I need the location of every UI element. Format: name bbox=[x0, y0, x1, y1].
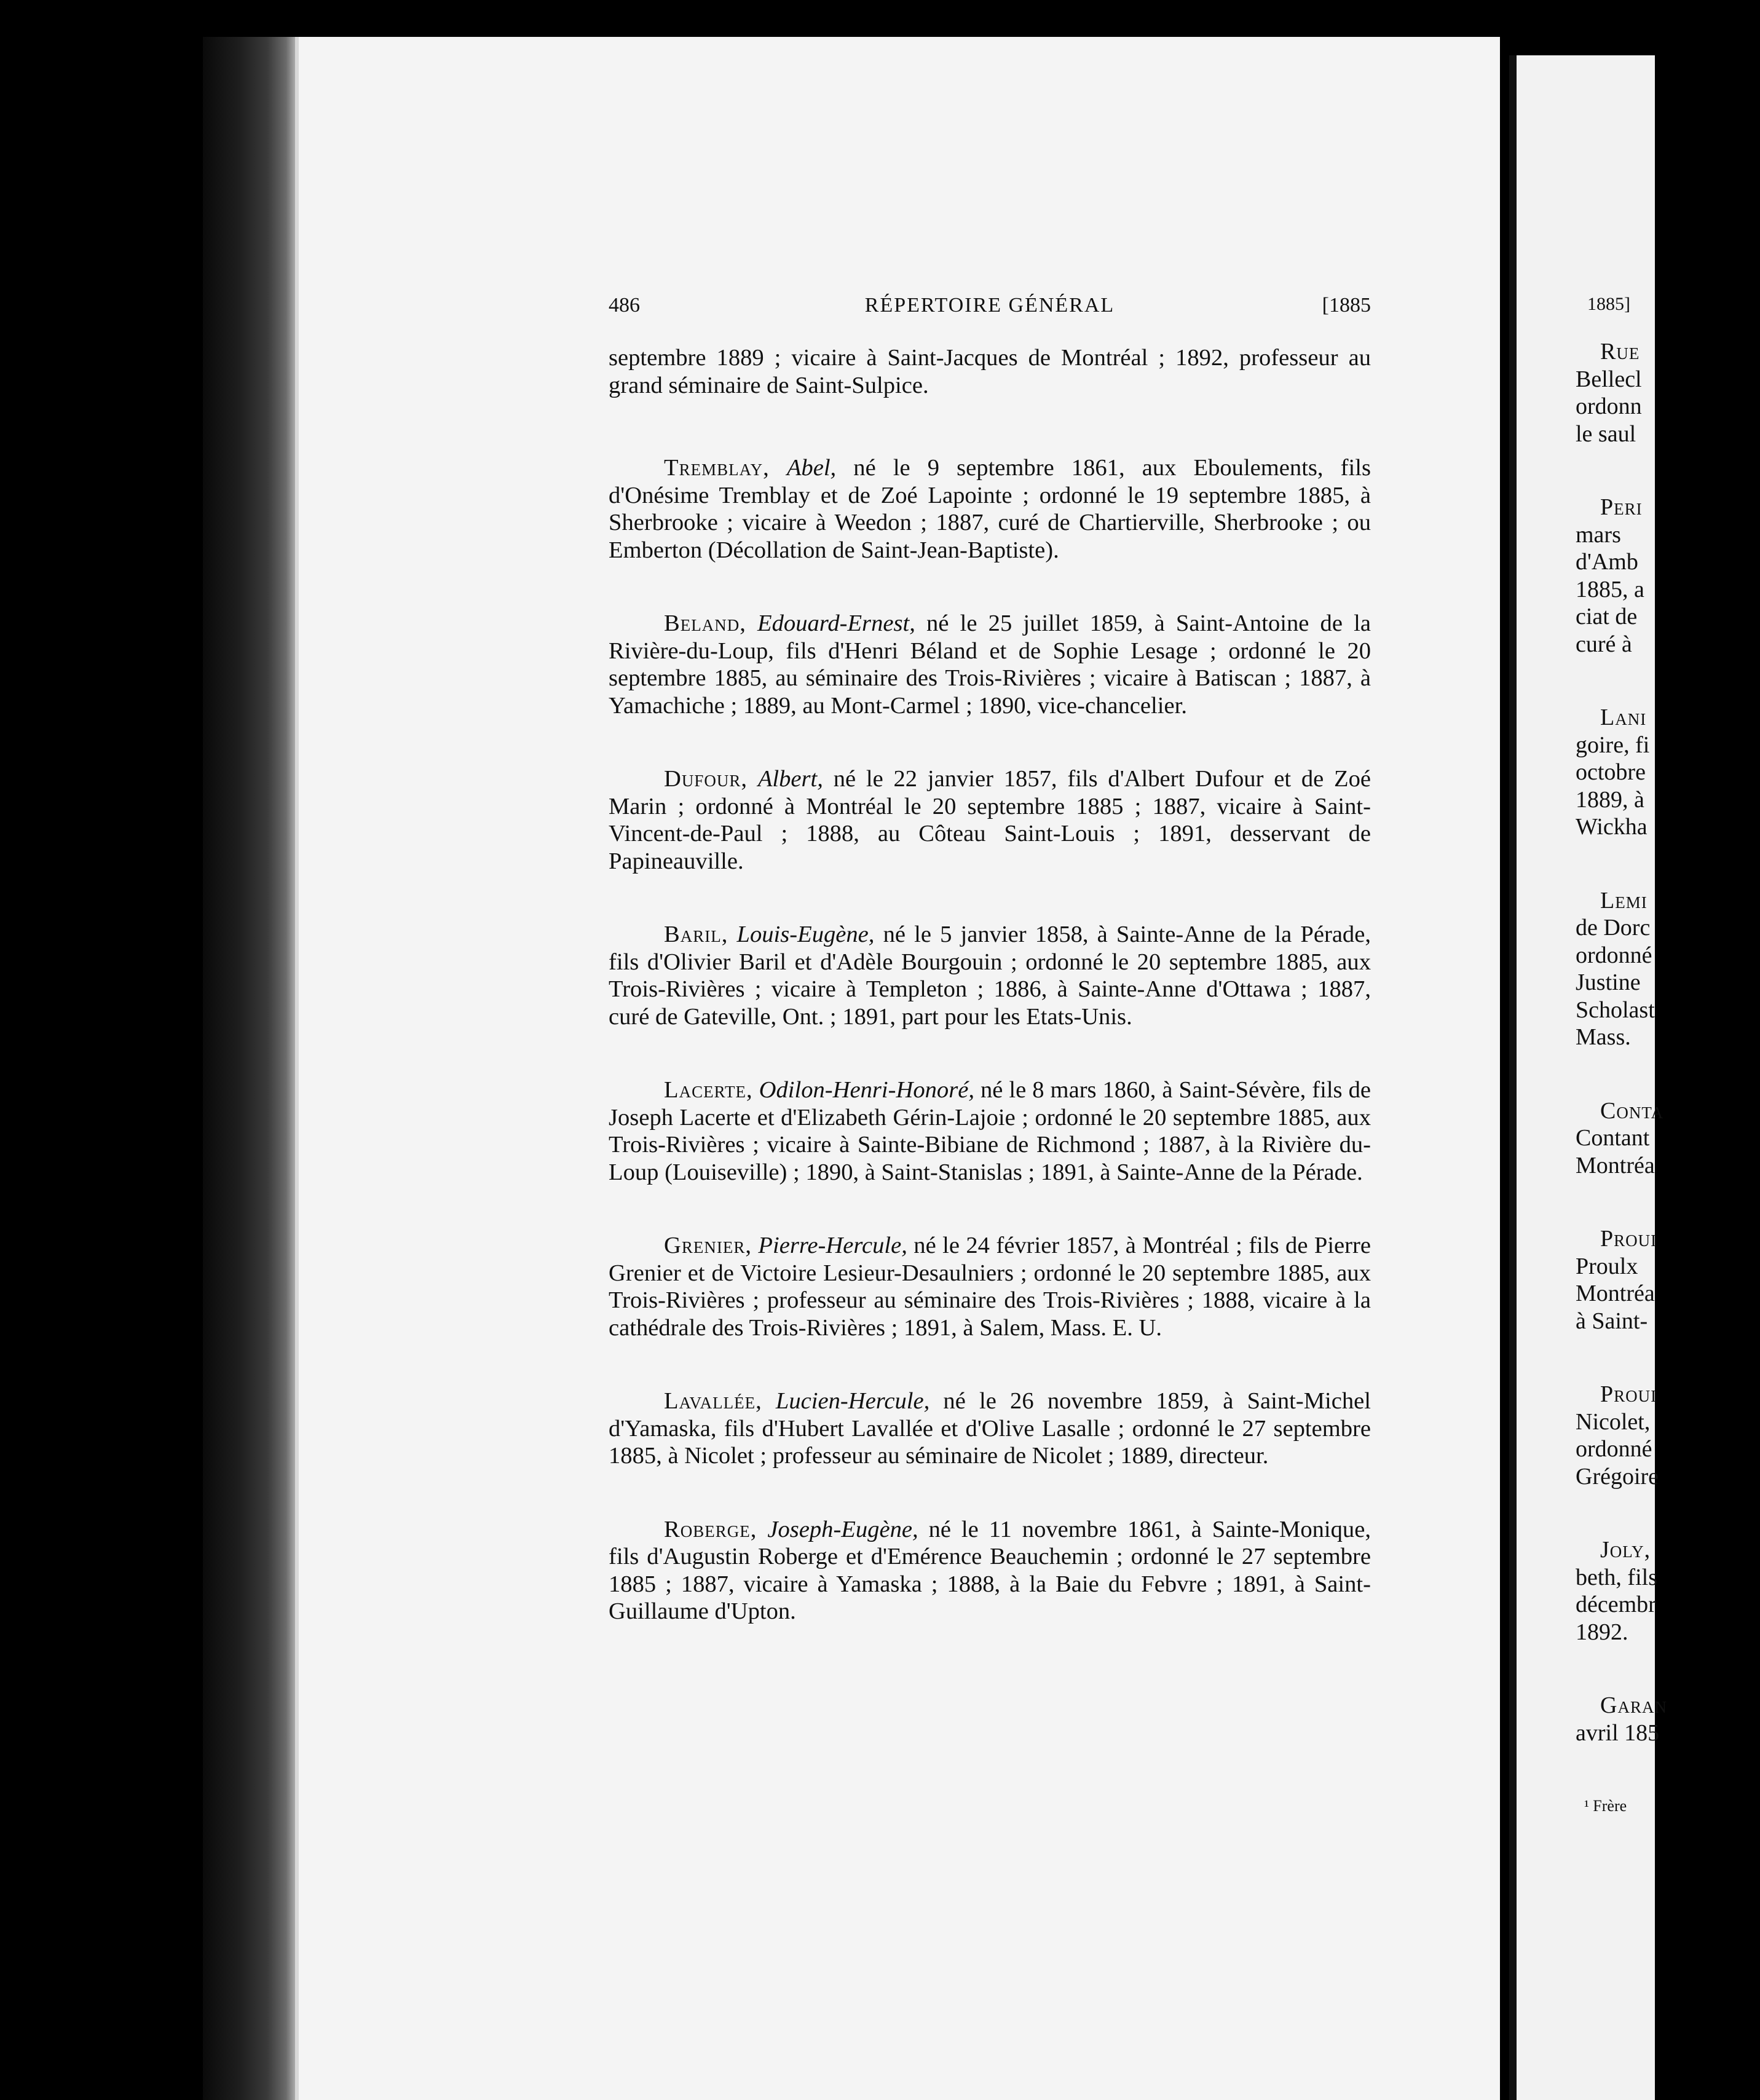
right-page-line: à Saint- bbox=[1576, 1308, 1648, 1334]
right-page-line: Proulx bbox=[1576, 1253, 1638, 1279]
right-page-line: Montréa bbox=[1576, 1152, 1655, 1178]
right-page-line: curé à bbox=[1576, 631, 1632, 657]
entry-given-names: Joseph-Eugène, bbox=[767, 1516, 918, 1542]
page-number: 486 bbox=[609, 294, 640, 317]
right-page-line: 1889, à bbox=[1576, 786, 1644, 813]
line-gap bbox=[1576, 1051, 1760, 1097]
right-page-header: 1885] bbox=[1587, 294, 1630, 314]
entry-text: né le 8 mars 1860, à Saint-Sévère, fils de Joseph Lacerte et d'Elizabeth Gérin-Lajoie ; ordonné le 20 septembre 1885, aux Trois-Rivières ; vicaire à Sainte-Bibiane de Richmond ; 1887, à la Rivière du-Loup (Louiseville) ; 1890, à Saint-Stanislas ; 1891, à Sainte-Anne de la Pérade. bbox=[609, 1077, 1371, 1185]
right-page-line: Grégoire bbox=[1576, 1463, 1659, 1490]
right-page-line: Mass. bbox=[1576, 1024, 1631, 1050]
entry-text: né le 26 novembre 1859, à Saint-Michel d'Yamaska, fils d'Hubert Lavallée et d'Olive Lasalle ; ordonné le 27 septembre 1885, à Nicolet ; professeur au séminaire de Nicolet ; 1889, directeur. bbox=[609, 1388, 1371, 1469]
right-page-line: 1892. bbox=[1576, 1619, 1628, 1645]
right-page-line: de Dorc bbox=[1576, 915, 1651, 941]
right-page-line: 1885, a bbox=[1576, 576, 1644, 602]
right-page-line: ordonné bbox=[1576, 1436, 1652, 1462]
entry-surname: Dufour, bbox=[664, 766, 748, 792]
entry-given-names: Albert, bbox=[757, 766, 823, 792]
right-page-line: Proui bbox=[1600, 1226, 1657, 1252]
book-spine bbox=[203, 37, 295, 2100]
entry-text: né le 5 janvier 1858, à Sainte-Anne de la Pérade, fils d'Olivier Baril et d'Adèle Bourgouin ; ordonné le 20 septembre 1885, aux Trois-Rivières ; vicaire à Templeton ; 1886, à Sainte-Anne d'Ottawa ; 1887, curé de Gateville, Ont. ; 1891, part pour les Etats-Unis. bbox=[609, 922, 1371, 1030]
right-page-line: goire, fi bbox=[1576, 732, 1650, 758]
right-page-line: le saul bbox=[1576, 420, 1636, 447]
right-page-line: mars bbox=[1576, 521, 1621, 548]
right-page-line: Rue bbox=[1600, 339, 1640, 365]
right-page-line: Garan bbox=[1600, 1692, 1667, 1718]
entry-surname: Grenier, bbox=[664, 1233, 752, 1258]
line-gap bbox=[1576, 658, 1760, 704]
page-header bbox=[609, 294, 1371, 325]
right-page-line: décembr bbox=[1576, 1592, 1656, 1617]
right-page-line: ciat de bbox=[1576, 604, 1638, 630]
right-page-line: ordonné bbox=[1576, 942, 1652, 968]
entry-surname: Lacerte, bbox=[664, 1077, 753, 1103]
right-page-line: ¹ Frère bbox=[1584, 1797, 1627, 1815]
entry-given-names: Edouard-Ernest, bbox=[757, 610, 915, 636]
running-year: [1885 bbox=[1322, 294, 1371, 317]
line-gap bbox=[1576, 1335, 1760, 1381]
entry-surname: Lavallée, bbox=[664, 1388, 762, 1414]
entry-text: né le 22 janvier 1857, fils d'Albert Dufour et de Zoé Marin ; ordonné à Montréal le 20 septembre 1885 ; 1887, vicaire à Saint-Vincent-de-Paul ; 1888, au Côteau Saint-Louis ; 1891, desservant de Papineauville. bbox=[609, 766, 1371, 874]
biography-entry bbox=[609, 454, 1371, 564]
biography-entry bbox=[609, 765, 1371, 875]
line-gap bbox=[1576, 1490, 1760, 1536]
biography-entry bbox=[609, 1076, 1371, 1186]
entry-given-names: Odilon-Henri-Honoré, bbox=[759, 1077, 974, 1103]
entry-text: né le 24 février 1857, à Montréal ; fils de Pierre Grenier et de Victoire Lesieur-Desaulniers ; ordonné le 20 septembre 1885, aux Trois-Rivières ; professeur au séminaire des Trois-Rivières ; 1888, vicaire à la cathédrale des Trois-Rivières ; 1891, à Salem, Mass. E. U. bbox=[609, 1233, 1371, 1341]
line-gap bbox=[1576, 448, 1760, 494]
entry-given-names: Lucien-Hercule, bbox=[775, 1388, 930, 1414]
biography-entry bbox=[609, 610, 1371, 719]
entry-given-names: Louis-Eugène, bbox=[736, 922, 875, 947]
page-body bbox=[609, 344, 1371, 1672]
biography-entry bbox=[609, 921, 1371, 1030]
right-page-line: Conta bbox=[1600, 1097, 1664, 1124]
right-page-lines bbox=[1576, 338, 1760, 1820]
entry-surname: Beland, bbox=[664, 610, 746, 636]
right-page-line: beth, fils bbox=[1576, 1564, 1657, 1590]
entry-surname: Tremblay, bbox=[664, 455, 770, 481]
right-page-line: d'Amb bbox=[1576, 549, 1638, 575]
entry-text: né le 11 novembre 1861, à Sainte-Monique, fils d'Augustin Roberge et d'Emérence Beauchemin ; ordonné le 27 septembre 1885 ; 1887, vicaire à Yamaska ; 1888, à la Baie du Febvre ; 1891, à Saint-Guillaume d'Upton. bbox=[609, 1516, 1371, 1624]
entry-surname: Baril, bbox=[664, 922, 728, 947]
biography-entry bbox=[609, 1516, 1371, 1625]
line-gap bbox=[1576, 1646, 1760, 1692]
right-page-line: Scholast bbox=[1576, 997, 1655, 1023]
line-gap bbox=[1576, 1179, 1760, 1225]
entry-given-names: Pierre-Hercule, bbox=[758, 1233, 907, 1258]
right-page-line: ordonn bbox=[1576, 393, 1642, 419]
right-page-line: Proui bbox=[1600, 1381, 1657, 1407]
running-title: RÉPERTOIRE GÉNÉRAL bbox=[864, 294, 1115, 317]
right-page bbox=[1509, 55, 1667, 2100]
continuation-paragraph: septembre 1889 ; vicaire à Saint-Jacques de Montréal ; 1892, professeur au grand séminaire de Saint-Sulpice. bbox=[609, 345, 1371, 398]
right-page-line: Lemi bbox=[1600, 887, 1648, 914]
entry-text: né le 25 juillet 1859, à Saint-Antoine de la Rivière-du-Loup, fils d'Henri Béland et de Sophie Lesage ; ordonné le 20 septembre 1885, au séminaire des Trois-Rivières ; vicaire à Batiscan ; 1887, à Yamachiche ; 1889, au Mont-Carmel ; 1890, vice-chancelier. bbox=[609, 610, 1371, 719]
right-page-line: Montréa bbox=[1576, 1281, 1655, 1306]
right-page-line: Wickha bbox=[1576, 814, 1648, 840]
line-gap bbox=[1576, 1747, 1760, 1793]
biography-entry bbox=[609, 1232, 1371, 1341]
right-page-line: Justine bbox=[1576, 969, 1641, 995]
right-page-line: Bellecl bbox=[1576, 366, 1642, 392]
entry-text: né le 9 septembre 1861, aux Eboulements, fils d'Onésime Tremblay et de Zoé Lapointe ; ordonné le 19 septembre 1885, à Sherbrooke ; vicaire à Weedon ; 1887, curé de Chartierville, Sherbrooke ; ou Emberton (Décollation de Saint-Jean-Baptiste). bbox=[609, 455, 1371, 563]
right-page-line: avril 185 bbox=[1576, 1719, 1660, 1746]
right-page-line: Lani bbox=[1600, 705, 1647, 730]
right-page-line: Nicolet, bbox=[1576, 1408, 1651, 1435]
right-page-line: Joly, bbox=[1600, 1537, 1651, 1563]
right-page-line: Contant bbox=[1576, 1125, 1650, 1151]
biography-entry bbox=[609, 1388, 1371, 1470]
right-page-line: Peri bbox=[1600, 494, 1643, 520]
entry-surname: Roberge, bbox=[664, 1516, 757, 1542]
line-gap bbox=[1576, 841, 1760, 887]
entry-given-names: Abel, bbox=[786, 455, 837, 481]
right-page-line: octobre bbox=[1576, 759, 1646, 785]
